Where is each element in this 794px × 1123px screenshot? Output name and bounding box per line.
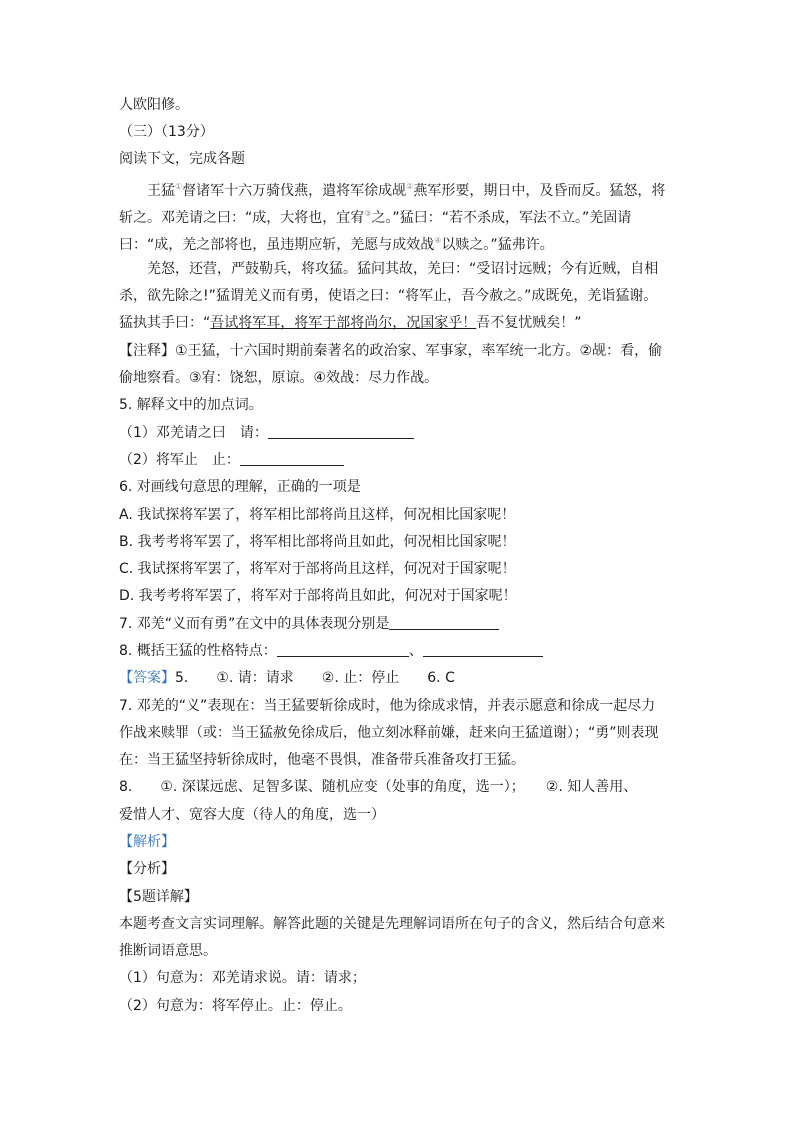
- answer-7-line: 7. 邓羌的“义”表现在：当王猛要斩徐成时，他为徐成求情，并表示愿意和徐成一起尽力: [119, 698, 656, 714]
- answer-blank[interactable]: [268, 424, 414, 439]
- instruction-line: 阅读下文，完成各题: [119, 151, 245, 167]
- option-d: D. 我考考将军罢了，将军对于部将尚且如此，何况对于国家呢！: [119, 588, 517, 604]
- answer-blank[interactable]: [277, 642, 409, 657]
- detail-heading: 【5题详解】: [119, 889, 198, 905]
- option-c: C. 我试探将军罢了，将军对于部将尚且这样，何况对于国家呢！: [119, 561, 516, 577]
- question-6: 6. 对画线句意思的理解，正确的一项是: [119, 479, 361, 495]
- answer-blank[interactable]: [423, 642, 543, 657]
- passage-line: 猛执其手曰：“吾试将军耳，将军于部将尚尔，况国家乎！吾不复忧贼矣！”: [119, 315, 582, 331]
- option-a: A. 我试探将军罢了，将军相比部将尚且这样，何况相比国家呢！: [119, 507, 516, 523]
- answer-blank[interactable]: [389, 615, 499, 630]
- answer-7-line: 作战来赎罪（或：当王猛赦免徐成后，他立刻冰释前嫌，赶来向王猛道谢）；“勇”则表现: [119, 725, 659, 741]
- annotation-line: 偷地察看。③宥：饶恕，原谅。④效战：尽力作战。: [119, 370, 439, 386]
- answer-line: 【答案】5. ①. 请：请求 ②. 止：停止 6. C: [119, 670, 455, 686]
- section-heading: （三）（13分）: [119, 124, 214, 140]
- question-5-2: （2）将军止 止：: [119, 450, 679, 470]
- annotation-line: 【注释】①王猛，十六国时期前秦著名的政治家、军事家，率军统一北方。②觇：看，偷: [119, 343, 663, 359]
- analysis-tag: 【解析】: [119, 834, 175, 850]
- answer-8-line: 爱惜人才、宽容大度（待人的角度，选一）: [119, 807, 385, 823]
- answer-tag: 【答案】: [119, 670, 175, 686]
- passage-line: 王猛①督诸军十六万骑伐燕，遣将军徐成觇②燕军形要，期日中，及昏而反。猛怒，将: [147, 182, 666, 199]
- explanation-line: （2）句意为：将军停止。止：停止。: [119, 998, 352, 1014]
- answer-8-line: 8. ①. 深谋远虑、足智多谋、随机应变（处事的角度，选一）； ②. 知人善用、: [119, 779, 638, 795]
- question-8: 8. 概括王猛的性格特点： 、: [119, 641, 679, 661]
- passage-line: 羌怒，还营，严鼓勒兵，将攻猛。猛问其故，羌曰：“受诏讨远贼；今有近贼，自相: [147, 261, 659, 277]
- passage-line: 斩之。邓羌请之曰：“成，大将也，宜宥③之。”猛曰：“若不杀成，军法不立。”羌固请: [119, 209, 632, 226]
- text-line: 人欧阳修。: [119, 97, 189, 113]
- passage-line: 杀，欲先除之!”猛谓羌义而有勇，使语之曰：“将军止，吾今赦之。”成既免，羌诣猛谢。: [119, 288, 658, 304]
- explanation-line: 推断词语意思。: [119, 943, 217, 959]
- question-7: 7. 邓羌“义而有勇”在文中的具体表现分别是: [119, 614, 679, 634]
- passage-line: 曰：“成，羌之部将也，虽违期应斩，羌愿与成效战④以赎之。”猛弗许。: [119, 236, 554, 253]
- underlined-sentence: 吾试将军耳，将军于部将尚尔，况国家乎！: [210, 315, 477, 331]
- question-5-1: （1）邓羌请之曰 请：: [119, 423, 679, 443]
- option-b: B. 我考考将军罢了，将军相比部将尚且如此，何况相比国家呢！: [119, 534, 516, 550]
- question-5: 5. 解释文中的加点词。: [119, 397, 263, 413]
- explanation-line: 本题考查文言实词理解。解答此题的关键是先理解词语所在句子的含义，然后结合句意来: [119, 916, 665, 932]
- answer-blank[interactable]: [240, 451, 344, 466]
- explanation-line: （1）句意为：邓羌请求说。请：请求；: [119, 970, 366, 986]
- analysis-heading: 【分析】: [119, 861, 175, 877]
- answer-7-line: 在：当王猛坚持斩徐成时，他毫不畏惧，准备带兵准备攻打王猛。: [119, 752, 525, 768]
